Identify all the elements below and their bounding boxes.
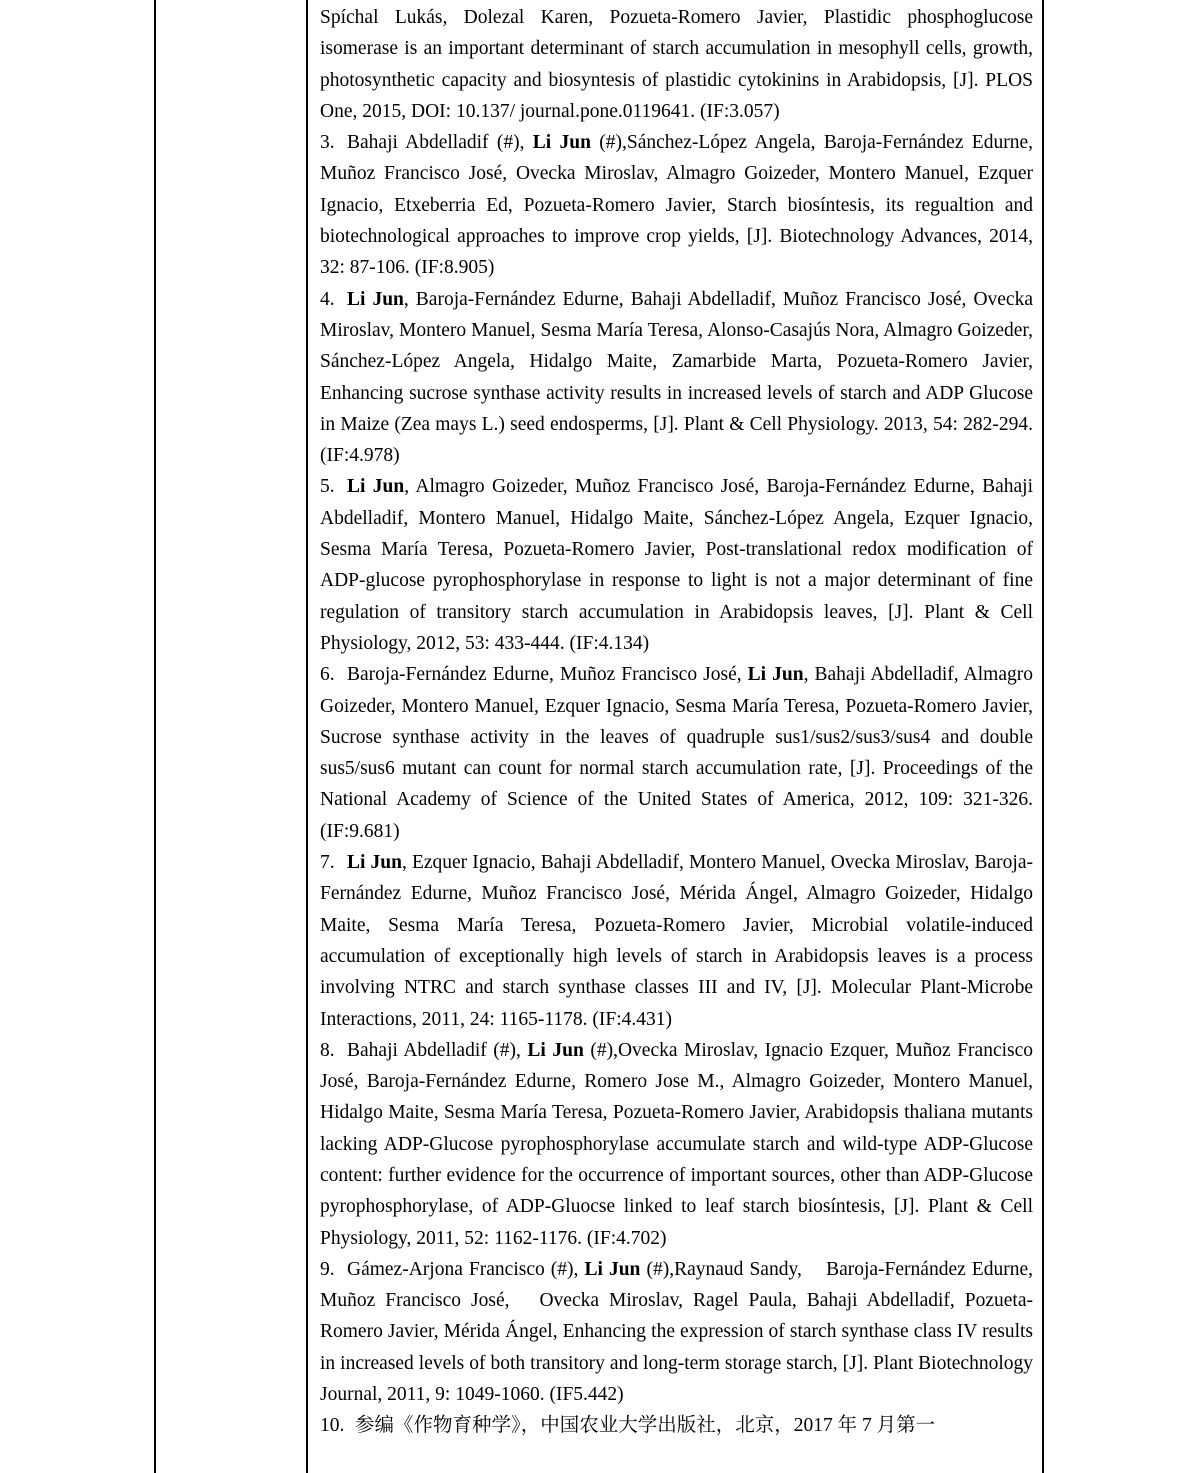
reference-text: (#),Raynaud Sandy, Baroja-Fernández Edurne, Muñoz Francisco José, Ovecka Miroslav, Ragel Paula, Bahaji Abdelladif, Pozueta-Romero Javier, Mérida Ángel, Enhancing the expression of starch synthase class IV results in increased levels of both transitory and long-term storage starch, [J]. Plant Biotechnology Journal, 2011, 9: 1049-1060. (IF5.442) [320, 1258, 1033, 1406]
reference-number: 10. [320, 1415, 345, 1437]
reference-text: (#),Sánchez-López Angela, Baroja-Fernández Edurne, Muñoz Francisco José, Ovecka Miroslav, Almagro Goizeder, Montero Manuel, Ezquer Ignacio, Etxeberria Ed, Pozueta-Romero Javier, Starch biosíntesis, its regualtion and biotechnological approaches to improve crop yields, [J]. Biotechnology Advances, 2014, 32: 87-106. (IF:8.905) [320, 132, 1033, 279]
reference-text: Spíchal Lukás, Dolezal Karen, Pozueta-Romero Javier, Plastidic phosphoglucose isomerase is an important determinant of starch accumulation in mesophyll cells, growth, photosynthetic capacity and biosyntesis of plastidic cytokinins in Arabidopsis, [J]. PLOS One, 2015, DOI: 10.137/ journal.pone.0119641. (IF:3.057) [320, 7, 1033, 122]
reference-item [320, 1254, 1033, 1410]
reference-item [320, 284, 1033, 472]
reference-text: Gámez-Arjona Francisco (#), [347, 1258, 585, 1280]
reference-number: 9. [320, 1258, 335, 1280]
reference-text: , Bahaji Abdelladif, Almagro Goizeder, Montero Manuel, Ezquer Ignacio, Sesma María Teresa, Pozueta-Romero Javier, Sucrose synthase activity in the leaves of quadruple sus1/sus2/sus3/sus4 and double sus5/sus6 mutant can count for normal starch accumulation rate, [J]. Proceedings of the National Academy of Science of the United States of America, 2012, 109: 321-326. (IF:9.681) [320, 664, 1033, 842]
reference-number: 3. [320, 132, 335, 154]
reference-list [308, 0, 1042, 1442]
highlighted-author: Li Jun [527, 1039, 584, 1061]
reference-text: , Baroja-Fernández Edurne, Bahaji Abdelladif, Muñoz Francisco José, Ovecka Miroslav, Montero Manuel, Sesma María Teresa, Alonso-Casajús Nora, Almagro Goizeder, Sánchez-López Angela, Hidalgo Maite, Zamarbide Marta, Pozueta-Romero Javier, Enhancing sucrose synthase activity results in increased levels of starch and ADP Glucose in Maize (Zea mays L.) seed endosperms, [J]. Plant & Cell Physiology. 2013, 54: 282-294. (IF:4.978) [320, 288, 1033, 467]
reference-text: Baroja-Fernández Edurne, Muñoz Francisco José, [347, 664, 748, 686]
highlighted-author: Li Jun [584, 1258, 641, 1280]
reference-item [320, 1410, 1033, 1441]
reference-item [320, 2, 1033, 127]
reference-number: 4. [320, 288, 335, 310]
reference-item [320, 471, 1033, 659]
highlighted-author: Li Jun [347, 288, 404, 310]
reference-item [320, 847, 1033, 1035]
highlighted-author: Li Jun [747, 664, 804, 686]
publications-cell [308, 0, 1044, 1473]
reference-number: 8. [320, 1039, 335, 1061]
reference-text: , Almagro Goizeder, Muñoz Francisco José, Baroja-Fernández Edurne, Bahaji Abdelladif, Montero Manuel, Hidalgo Maite, Sánchez-López Angela, Ezquer Ignacio, Sesma María Teresa, Pozueta-Romero Javier, Post-translational redox modification of ADP-glucose pyrophosphorylase in response to light is not a major determinant of fine regulation of transitory starch accumulation in Arabidopsis leaves, [J]. Plant & Cell Physiology, 2012, 53: 433-444. (IF:4.134) [320, 476, 1033, 654]
reference-text: Bahaji Abdelladif (#), [347, 1039, 528, 1061]
reference-text: Bahaji Abdelladif (#), [347, 132, 533, 154]
reference-item [320, 659, 1033, 847]
reference-text: 参编《作物育种学》，中国农业大学出版社，北京，2017 年 7 月第一 [355, 1415, 936, 1437]
reference-item [320, 1035, 1033, 1254]
table-empty-cell [154, 0, 308, 1473]
reference-number: 7. [320, 852, 335, 874]
highlighted-author: Li Jun [347, 476, 405, 498]
reference-text: , Ezquer Ignacio, Bahaji Abdelladif, Montero Manuel, Ovecka Miroslav, Baroja-Fernández Edurne, Muñoz Francisco José, Mérida Ángel, Almagro Goizeder, Hidalgo Maite, Sesma María Teresa, Pozueta-Romero Javier, Microbial volatile-induced accumulation of exceptionally high levels of starch in Arabidopsis leaves is a process involving NTRC and starch synthase classes III and IV, [J]. Molecular Plant-Microbe Interactions, 2011, 24: 1165-1178. (IF:4.431) [320, 852, 1033, 1030]
reference-number: 5. [320, 476, 335, 498]
highlighted-author: Li Jun [347, 852, 402, 874]
reference-item [320, 127, 1033, 283]
reference-text: (#),Ovecka Miroslav, Ignacio Ezquer, Muñoz Francisco José, Baroja-Fernández Edurne, Romero Jose M., Almagro Goizeder, Montero Manuel, Hidalgo Maite, Sesma María Teresa, Pozueta-Romero Javier, Arabidopsis thaliana mutants lacking ADP-Glucose pyrophosphorylase accumulate starch and wild-type ADP-Glucose content: further evidence for the occurrence of important sources, other than ADP-Glucose pyrophosphorylase, of ADP-Gluocse linked to leaf starch biosíntesis, [J]. Plant & Cell Physiology, 2011, 52: 1162-1176. (IF:4.702) [320, 1039, 1034, 1249]
highlighted-author: Li Jun [532, 132, 591, 154]
reference-number: 6. [320, 664, 335, 686]
